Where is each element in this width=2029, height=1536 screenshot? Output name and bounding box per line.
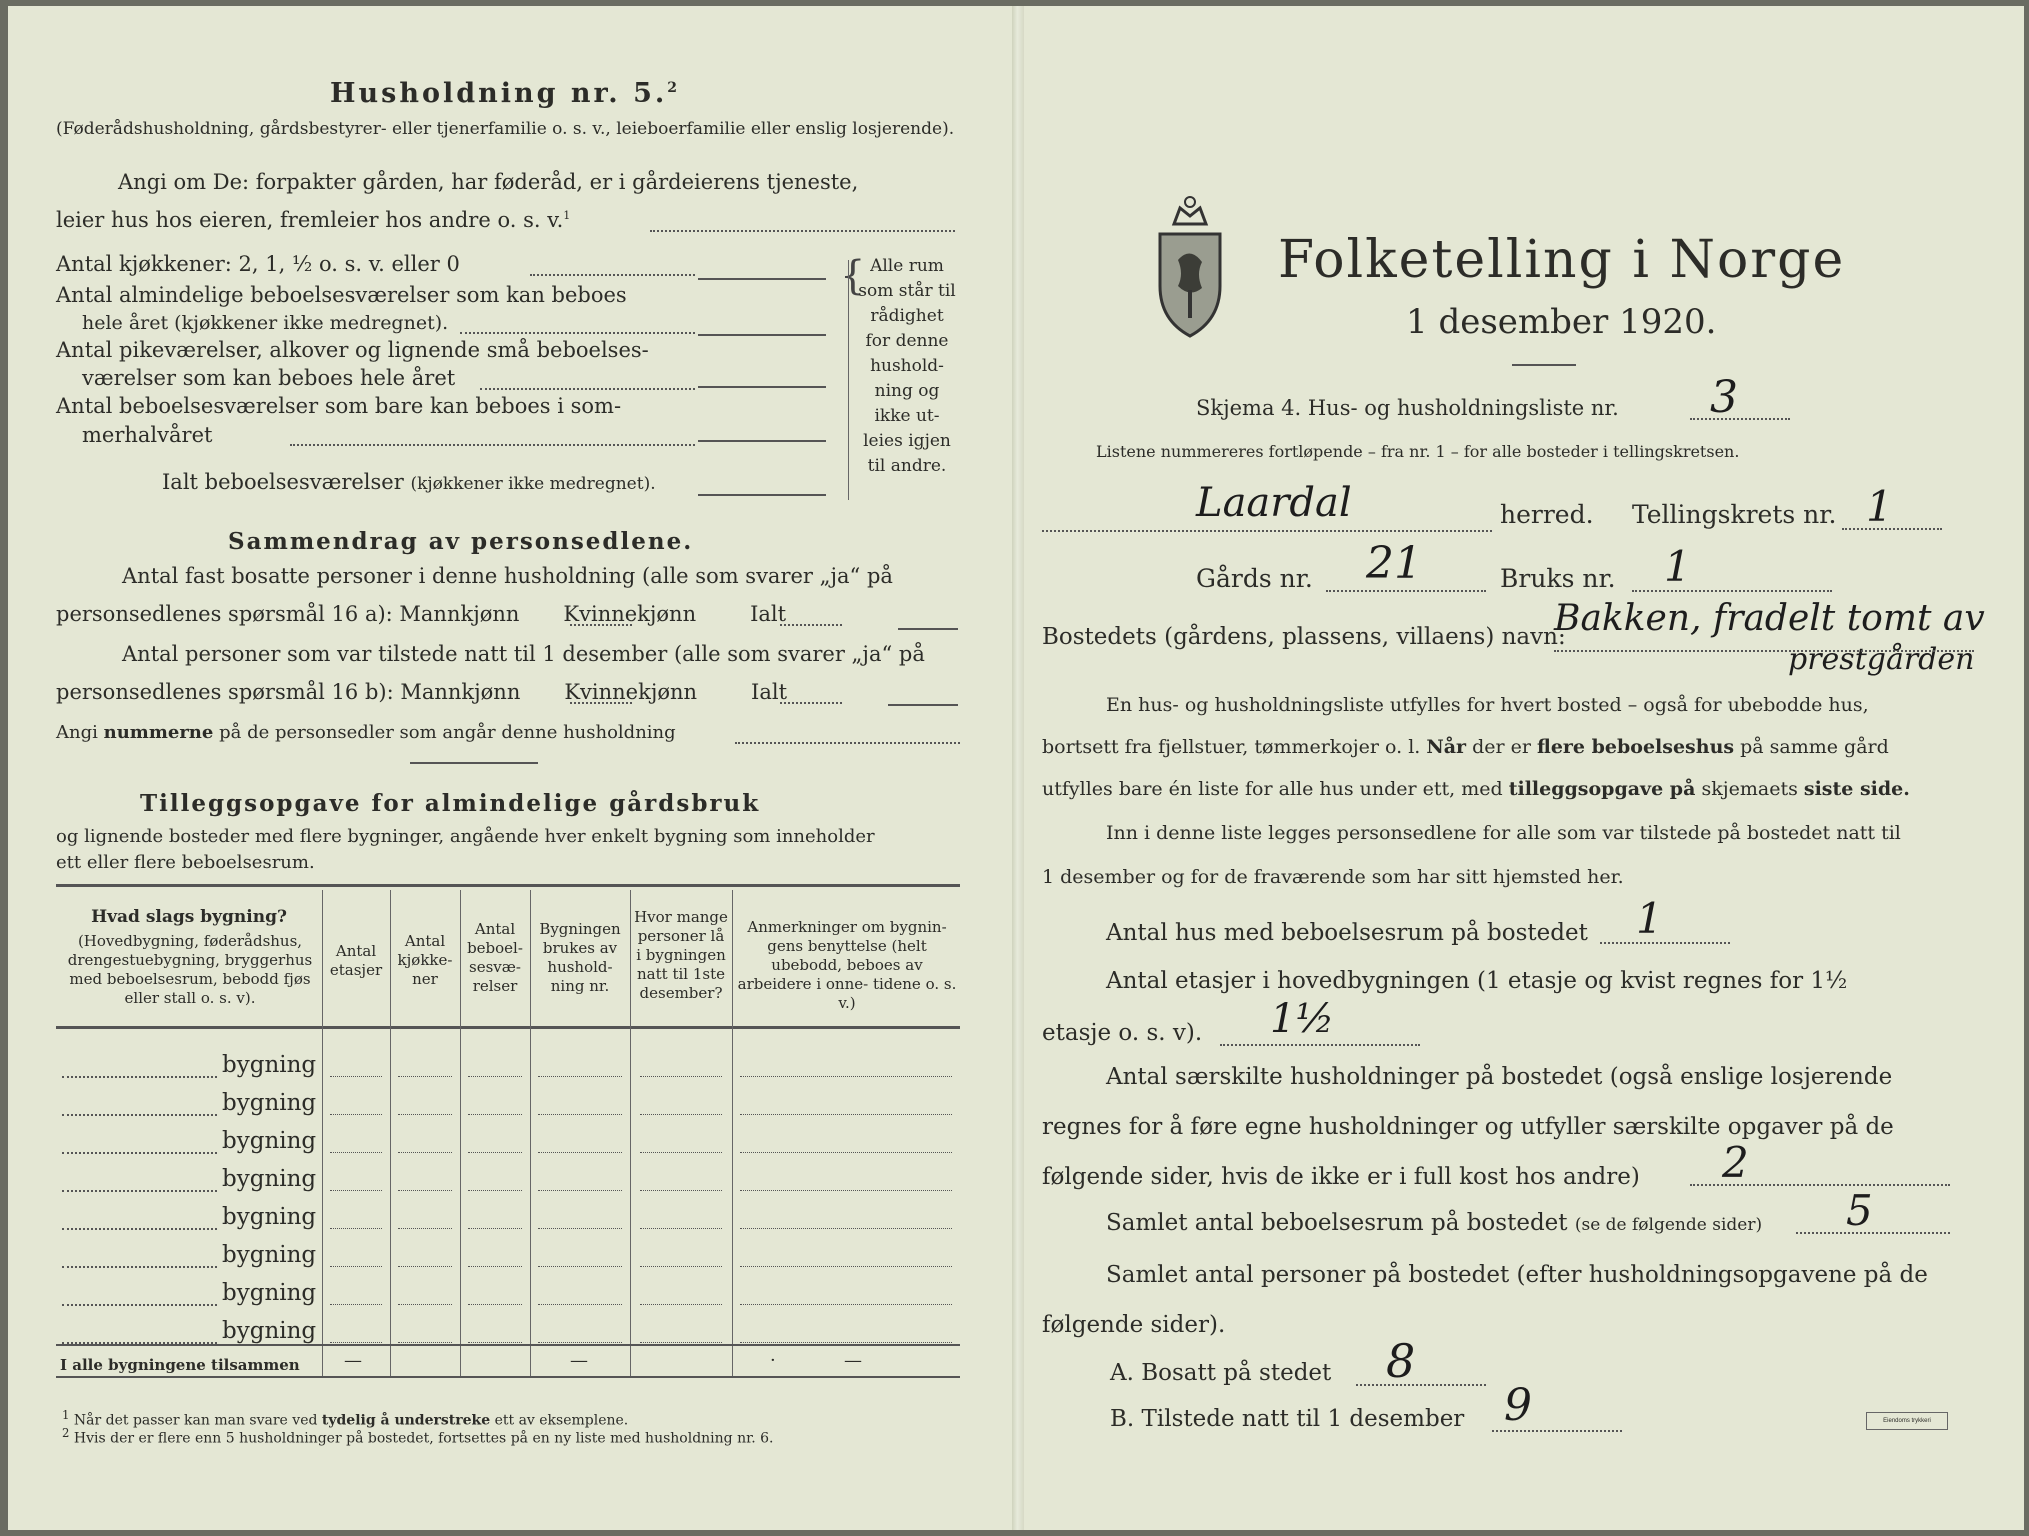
building-row-cell	[740, 1228, 952, 1229]
building-row-label: bygning	[222, 1242, 317, 1268]
building-row-cell	[398, 1152, 452, 1153]
col-household: Bygningen brukes av hushold- ning nr.	[539, 920, 621, 995]
building-row-cell	[398, 1114, 452, 1115]
building-row-cell	[640, 1228, 722, 1229]
summer-rooms-label: Antal beboelsesværelser som bare kan beboes i som-	[56, 394, 622, 418]
krets-value: 1	[1866, 482, 1893, 531]
building-row-cell	[640, 1342, 722, 1343]
building-row-cell	[640, 1190, 722, 1191]
households-value: 2	[1722, 1138, 1749, 1187]
bosted-value-1: Bakken, fradelt tomt av	[1554, 598, 1985, 639]
building-row-label: bygning	[222, 1052, 317, 1078]
col-building-head: Hvad slags bygning?	[91, 907, 287, 927]
instr-line-1: En hus- og husholdningsliste utfylles for hvert bosted – også for ubebodde hus,	[1106, 694, 1869, 716]
building-row-fill	[62, 1076, 217, 1078]
building-row-cell	[398, 1190, 452, 1191]
houses-label: Antal hus med beboelsesrum på bostedet	[1106, 920, 1588, 946]
building-row-cell	[468, 1342, 522, 1343]
bruk-value: 1	[1664, 542, 1691, 591]
summary-p2-line1: Antal personer som var tilstede natt til 1 desember (alle som svarer „ja“ på	[122, 642, 925, 666]
herred-label: herred.	[1500, 500, 1594, 529]
footnote-2: $^2$ Hvis der er flere enn 5 husholdninger på bostedet, fortsettes på en ny liste med husholdning nr. 6.	[62, 1426, 774, 1447]
summary-p1-line1: Antal fast bosatte personer i denne husholdning (alle som svarer „ja“ på	[122, 564, 893, 588]
building-row-label: bygning	[222, 1204, 317, 1230]
side-note	[852, 254, 962, 479]
persons-line-2: følgende sider).	[1042, 1312, 1226, 1338]
building-row-fill	[62, 1228, 217, 1230]
summer-rooms-label-2: merhalvåret	[82, 423, 213, 447]
building-row-cell	[640, 1076, 722, 1077]
building-row-label: bygning	[222, 1318, 317, 1344]
table-total-label: I alle bygningene tilsammen	[60, 1356, 300, 1374]
maid-rooms-label-2: værelser som kan beboes hele året	[82, 366, 456, 390]
col-building-sub: (Hovedbygning, føderådshus, drengestuebygning, bryggerhus med beboelsesrum, bebodd fjøs eller stall o. s. v).	[67, 932, 313, 1007]
side-note-line: leies igjen	[863, 431, 951, 451]
building-row-cell	[468, 1152, 522, 1153]
building-row-cell	[740, 1266, 952, 1267]
building-row-cell	[740, 1304, 952, 1305]
census-date: 1 desember 1920.	[1406, 302, 1717, 342]
building-row-cell	[330, 1190, 382, 1191]
building-row-label: bygning	[222, 1090, 317, 1116]
building-row-cell	[398, 1228, 452, 1229]
building-row-cell	[330, 1304, 382, 1305]
side-note-line: som står til	[858, 281, 956, 301]
col-remarks: Anmerkninger om bygnin- gens benyttelse (helt ubebodd, beboes av arbeidere i onne- tidene o. s. v.)	[737, 918, 957, 1012]
building-row-cell	[468, 1190, 522, 1191]
building-row-cell	[330, 1228, 382, 1229]
numbering-note: Listene nummereres fortløpende – fra nr. 1 – for alle bosteder i tellingskretsen.	[1096, 442, 1740, 461]
side-note-line: ikke ut-	[874, 406, 940, 426]
building-row-cell	[330, 1266, 382, 1267]
present-label: B. Tilstede natt til 1 desember	[1110, 1406, 1465, 1432]
col-persons: Hvor mange personer lå i bygningen natt til 1ste desember?	[634, 908, 728, 1002]
footnote-1: $^1$ Når det passer kan man svare ved tydelig å understreke ett av eksemplene.	[62, 1408, 629, 1429]
building-row-label: bygning	[222, 1280, 317, 1306]
houses-value: 1	[1636, 894, 1663, 943]
instr-line-4: Inn i denne liste legges personsedlene for alle som var tilstede på bostedet natt til	[1106, 822, 1901, 844]
resident-value: 8	[1386, 1334, 1416, 1388]
side-note-line: Alle rum	[870, 256, 944, 276]
col-rooms: Antal beboel- sesvæ- relser	[467, 920, 523, 995]
building-row-label: bygning	[222, 1166, 317, 1192]
building-row-fill	[62, 1190, 217, 1192]
supplement-heading: Tilleggsopgave for almindelige gårdsbruk	[140, 790, 761, 817]
schema-value: 3	[1710, 372, 1738, 423]
page-fold	[1012, 6, 1024, 1530]
printer-stamp: Eiendoms trykkeri	[1866, 1412, 1948, 1430]
gard-label: Gårds nr.	[1196, 564, 1313, 593]
side-note-line: rådighet	[870, 306, 944, 326]
building-row-cell	[740, 1076, 952, 1077]
instr-line-3: utfylles bare én liste for alle hus under ett, med tilleggsopgave på skjemaets siste side.	[1042, 778, 1910, 800]
building-row-cell	[398, 1304, 452, 1305]
col-kitchens: Antal kjøkke- ner	[397, 932, 453, 988]
building-row-cell	[468, 1304, 522, 1305]
total-mark-household: —	[570, 1350, 588, 1371]
schema-label: Skjema 4. Hus- og husholdningsliste nr.	[1196, 396, 1619, 420]
coat-of-arms-icon	[1150, 190, 1230, 340]
summary-p2-line2: personsedlenes spørsmål 16 b): Mannkjønn Kvinnekjønn Ialt	[56, 680, 788, 704]
floors-line-2: etasje o. s. v).	[1042, 1020, 1203, 1046]
building-row-cell	[538, 1114, 622, 1115]
total-mark-floors: —	[344, 1350, 362, 1371]
building-row-fill	[62, 1152, 217, 1154]
summary-p1-line2: personsedlenes spørsmål 16 a): Mannkjønn Kvinnekjønn Ialt	[56, 602, 787, 626]
building-row-cell	[538, 1266, 622, 1267]
households-line-1: Antal særskilte husholdninger på bostedet (også enslige losjerende	[1106, 1064, 1893, 1090]
building-row-cell	[640, 1304, 722, 1305]
bruk-label: Bruks nr.	[1500, 564, 1616, 593]
side-note-line: ning og	[874, 381, 940, 401]
building-row-cell	[538, 1152, 622, 1153]
supplement-text-1: og lignende bosteder med flere bygninger, angående hver enkelt bygning som inneholder	[56, 826, 875, 847]
herred-value: Laardal	[1196, 480, 1352, 526]
side-note-line: hushold-	[870, 356, 944, 376]
building-row-cell	[740, 1190, 952, 1191]
brace: {	[840, 253, 866, 299]
building-row-cell	[398, 1266, 452, 1267]
ordinary-rooms-label-2: hele året (kjøkkener ikke medregnet).	[82, 312, 449, 334]
total-mark-remarks-dot: ·	[770, 1350, 776, 1371]
ask-line-1: Angi om De: forpakter gården, har føderåd, er i gårdeierens tjeneste,	[118, 170, 859, 194]
ordinary-rooms-label: Antal almindelige beboelsesværelser som kan beboes	[56, 283, 627, 307]
building-row-cell	[468, 1228, 522, 1229]
floors-value: 1½	[1270, 996, 1335, 1042]
building-row-cell	[330, 1152, 382, 1153]
instr-line-5: 1 desember og for de fraværende som har sitt hjemsted her.	[1042, 866, 1624, 888]
building-row-fill	[62, 1114, 217, 1116]
building-row-fill	[62, 1266, 217, 1268]
household-title: Husholdning nr. 5.$^2$	[330, 78, 681, 109]
supplement-text-2: ett eller flere beboelsesrum.	[56, 852, 315, 873]
building-row-cell	[468, 1076, 522, 1077]
resident-label: A. Bosatt på stedet	[1110, 1360, 1332, 1386]
side-note-line: for denne	[865, 331, 949, 351]
census-title: Folketelling i Norge	[1278, 230, 1846, 290]
bosted-label: Bostedets (gårdens, plassens, villaens) navn:	[1042, 624, 1566, 650]
building-row-cell	[538, 1342, 622, 1343]
floors-line-1: Antal etasjer i hovedbygningen (1 etasje og kvist regnes for 1½	[1106, 968, 1848, 994]
total-mark-remarks: —	[844, 1350, 862, 1371]
numbers-line: Angi nummerne på de personsedler som angår denne husholdning	[56, 722, 676, 743]
households-line-3: følgende sider, hvis de ikke er i full kost hos andre)	[1042, 1164, 1640, 1190]
building-row-cell	[740, 1342, 952, 1343]
total-rooms-label: Ialt beboelsesværelser (kjøkkener ikke medregnet).	[162, 470, 656, 494]
building-row-cell	[740, 1152, 952, 1153]
building-row-cell	[468, 1114, 522, 1115]
building-row-cell	[330, 1114, 382, 1115]
instr-line-2: bortsett fra fjellstuer, tømmerkojer o. l. Når der er flere beboelseshus på samme gård	[1042, 736, 1889, 758]
side-note-line: til andre.	[867, 456, 947, 476]
rooms-label: Samlet antal beboelsesrum på bostedet (se de følgende sider)	[1106, 1210, 1763, 1236]
present-value: 9	[1504, 1380, 1532, 1431]
gard-value: 21	[1366, 538, 1422, 589]
col-floors: Antal etasjer	[329, 942, 383, 979]
maid-rooms-label: Antal pikeværelser, alkover og lignende små beboelses-	[56, 338, 649, 362]
persons-line-1: Samlet antal personer på bostedet (efter husholdningsopgavene på de	[1106, 1262, 1928, 1288]
building-row-cell	[538, 1304, 622, 1305]
households-line-2: regnes for å føre egne husholdninger og utfyller særskilte opgaver på de	[1042, 1114, 1894, 1140]
building-row-cell	[538, 1076, 622, 1077]
summary-heading: Sammendrag av personsedlene.	[228, 528, 694, 555]
building-row-label: bygning	[222, 1128, 317, 1154]
building-row-cell	[740, 1114, 952, 1115]
rooms-value: 5	[1846, 1186, 1873, 1235]
building-row-cell	[538, 1190, 622, 1191]
building-row-cell	[640, 1152, 722, 1153]
bosted-value-2: prestgården	[1788, 642, 1975, 677]
building-row-cell	[640, 1266, 722, 1267]
building-row-cell	[640, 1114, 722, 1115]
kitchens-label: Antal kjøkkener: 2, 1, ½ o. s. v. eller 0	[56, 252, 460, 276]
building-row-cell	[398, 1076, 452, 1077]
ask-line-2: leier hus hos eieren, fremleier hos andre o. s. v.$^1$	[56, 208, 571, 232]
krets-label: Tellingskrets nr.	[1632, 500, 1837, 529]
building-row-cell	[330, 1076, 382, 1077]
building-row-fill	[62, 1304, 217, 1306]
building-row-cell	[538, 1228, 622, 1229]
building-row-cell	[468, 1266, 522, 1267]
building-row-cell	[330, 1342, 382, 1343]
household-subtitle: (Føderådshusholdning, gårdsbestyrer- eller tjenerfamilie o. s. v., leieboerfamilie eller enslig losjerende).	[56, 119, 955, 139]
building-row-cell	[398, 1342, 452, 1343]
